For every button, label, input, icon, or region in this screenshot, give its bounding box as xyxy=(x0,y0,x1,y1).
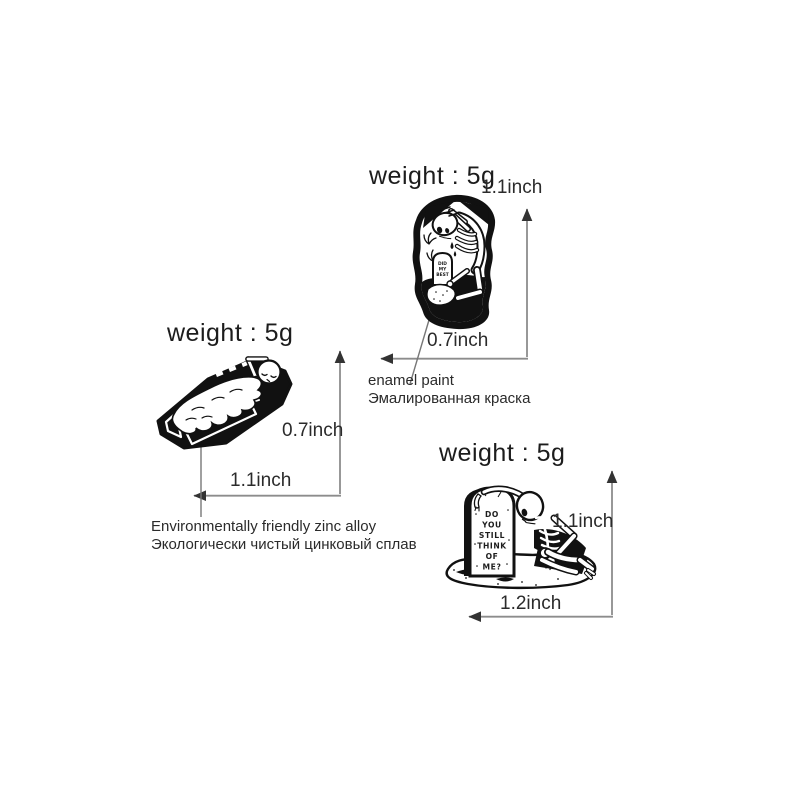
material-note-en: Environmentally friendly zinc alloy xyxy=(151,518,377,535)
ground-mound xyxy=(427,285,455,306)
material-note-en: enamel paint xyxy=(368,372,454,389)
width-dimension-label: 1.2inch xyxy=(500,593,562,614)
width-dimension-label: 1.1inch xyxy=(230,470,292,491)
weight-label: weight : 5g xyxy=(369,162,496,190)
material-note-ru: Экологически чистый цинковый сплав xyxy=(151,536,417,553)
tombstone-icon xyxy=(464,488,514,576)
svg-text:YOU: YOU xyxy=(482,520,502,530)
svg-text:MY: MY xyxy=(438,267,447,273)
svg-text:THINK: THINK xyxy=(477,541,507,551)
svg-text:ME?: ME? xyxy=(482,562,502,572)
svg-text:DO: DO xyxy=(485,510,499,519)
material-note xyxy=(151,518,417,554)
material-note xyxy=(368,372,530,408)
width-dimension-label: 0.7inch xyxy=(427,330,489,351)
svg-text:STILL: STILL xyxy=(478,531,506,540)
weight-label: weight : 5g xyxy=(167,319,294,347)
weight-label: weight : 5g xyxy=(439,439,566,467)
svg-text:DID: DID xyxy=(438,262,447,267)
svg-text:BEST: BEST xyxy=(436,273,449,278)
svg-text:OF: OF xyxy=(485,552,499,561)
praying-skeleton-pin-image xyxy=(403,192,505,332)
height-dimension-label: 1.1inch xyxy=(552,511,614,532)
material-note-ru: Эмалированная краска xyxy=(368,390,531,407)
height-dimension-label: 1.1inch xyxy=(481,177,543,198)
height-dimension-label: 0.7inch xyxy=(282,420,344,441)
small-tombstone-icon xyxy=(433,253,452,285)
coffin-skeleton-pin-image xyxy=(152,350,297,455)
tombstone-skeleton-pin-image xyxy=(438,474,603,596)
